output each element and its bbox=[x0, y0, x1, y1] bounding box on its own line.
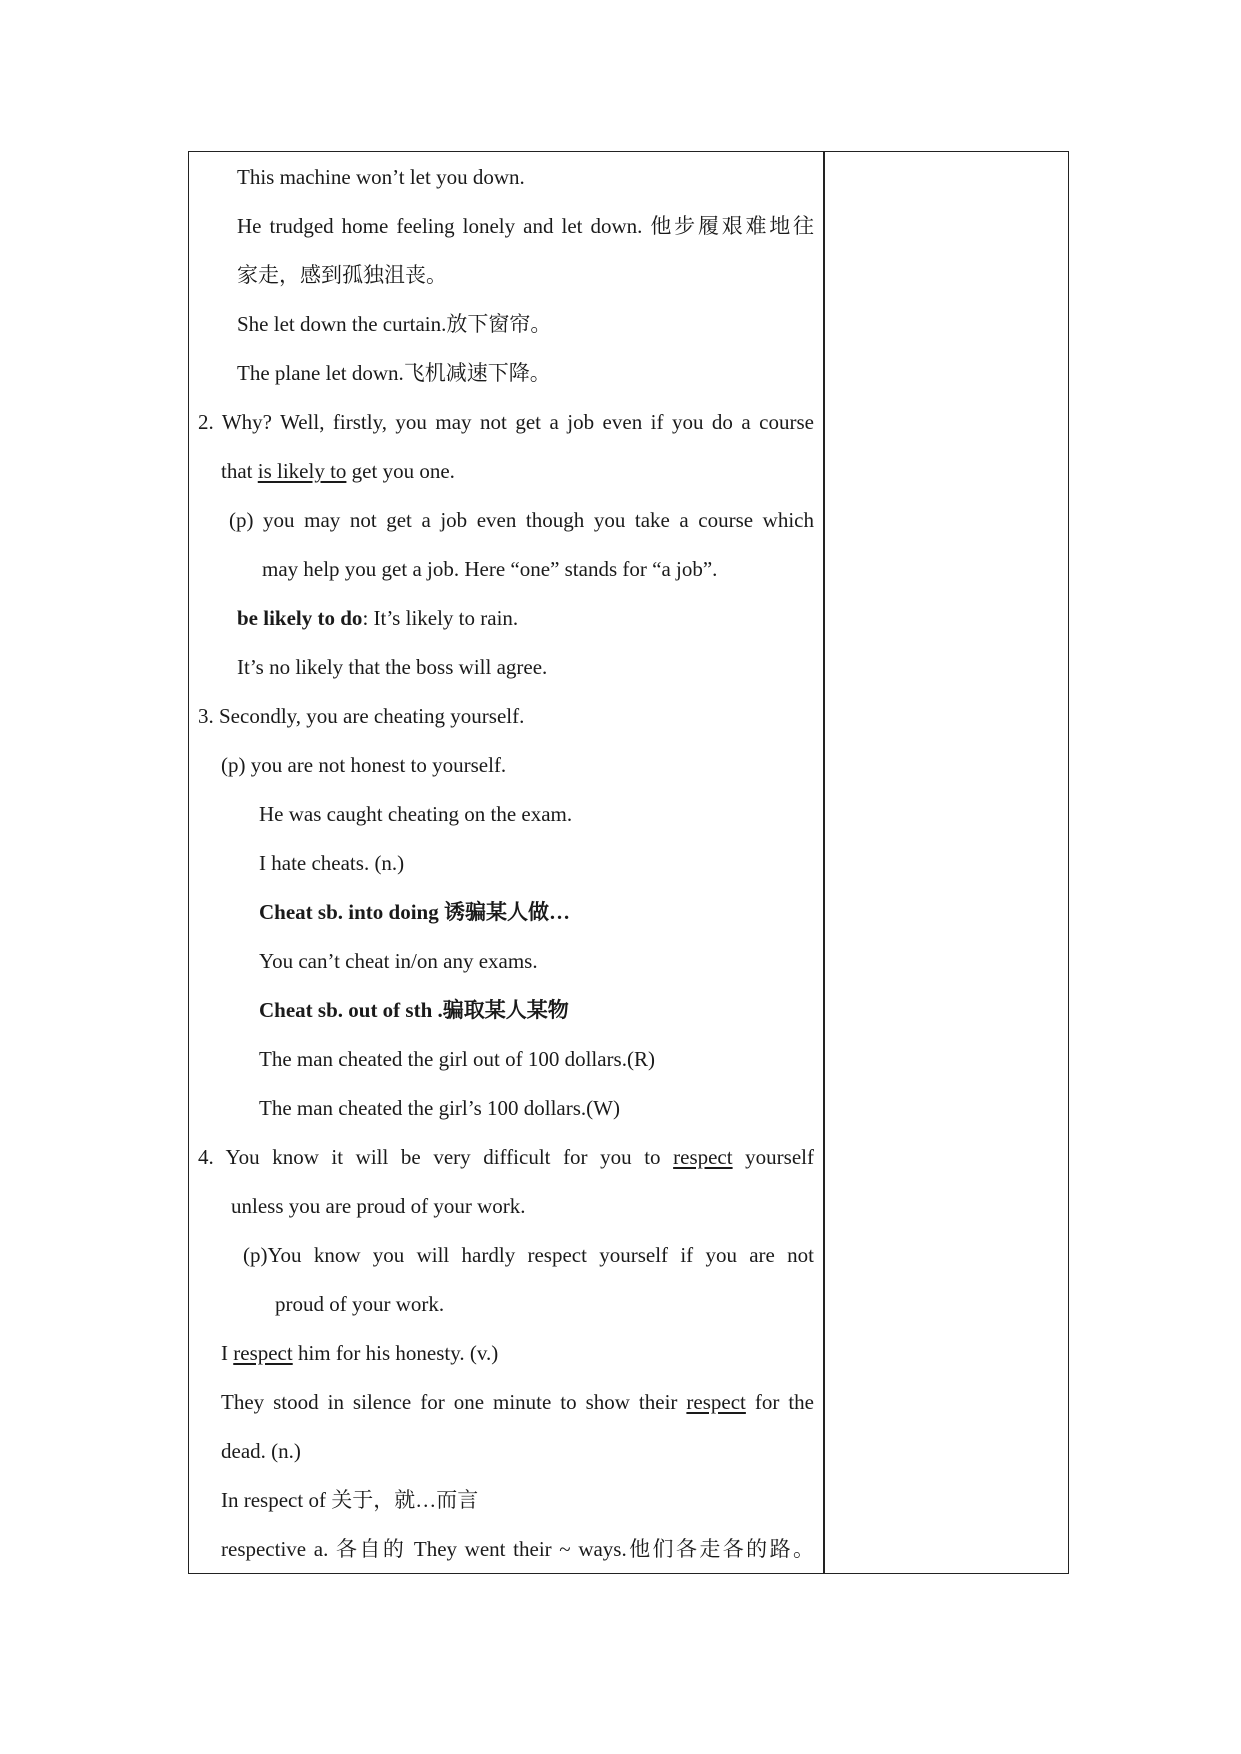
text-line: She let down the curtain.放下窗帘。 bbox=[237, 312, 552, 336]
underlined-word: respect bbox=[673, 1145, 733, 1169]
underlined-phrase: is likely to bbox=[257, 459, 347, 483]
notes-column-cell bbox=[825, 152, 1068, 1573]
paraphrase-line: (p)You know you will hardly respect yourself if you are not bbox=[243, 1243, 814, 1267]
numbered-item-2: 2. Why? Well, firstly, you may not get a job even if you do a course bbox=[198, 410, 814, 434]
underlined-word: respect bbox=[233, 1341, 293, 1365]
text-line: He trudged home feeling lonely and let down. 他步履艰难地往 bbox=[237, 214, 814, 238]
bold-phrase-line: Cheat sb. into doing 诱骗某人做… bbox=[259, 900, 570, 924]
text-line: He was caught cheating on the exam. bbox=[259, 802, 573, 826]
text-line: 家走，感到孤独沮丧。 bbox=[237, 263, 447, 287]
text-line: The man cheated the girl out of 100 dollars.(R) bbox=[259, 1047, 655, 1071]
underlined-word: respect bbox=[686, 1390, 746, 1414]
numbered-item-4: 4. You know it will be very difficult for you to respect yourself bbox=[198, 1145, 814, 1169]
text-line: dead. (n.) bbox=[221, 1439, 301, 1463]
text-line: may help you get a job. Here “one” stands for “a job”. bbox=[262, 557, 718, 581]
paraphrase-line: (p) you may not get a job even though you take a course which bbox=[229, 508, 814, 532]
text-line: The man cheated the girl’s 100 dollars.(W) bbox=[259, 1096, 620, 1120]
numbered-item-3: 3. Secondly, you are cheating yourself. bbox=[198, 704, 525, 728]
text-line: that is likely to get you one. bbox=[221, 459, 455, 483]
text-line: I hate cheats. (n.) bbox=[259, 851, 405, 875]
paraphrase-line: (p) you are not honest to yourself. bbox=[221, 753, 507, 777]
text-line: be likely to do: It’s likely to rain. bbox=[237, 606, 519, 630]
text-line: It’s no likely that the boss will agree. bbox=[237, 655, 548, 679]
text-line: respective a. 各自的 They went their ~ ways.他们各走各的路。 bbox=[221, 1537, 814, 1561]
text-line: I respect him for his honesty. (v.) bbox=[221, 1341, 499, 1365]
text-line: They stood in silence for one minute to show their respect for the bbox=[221, 1390, 814, 1414]
text-line: You can’t cheat in/on any exams. bbox=[259, 949, 538, 973]
bold-phrase: be likely to do bbox=[237, 606, 363, 630]
text-line: proud of your work. bbox=[275, 1292, 445, 1316]
text-line: In respect of 关于，就…而言 bbox=[221, 1488, 479, 1512]
text-line: This machine won’t let you down. bbox=[237, 165, 525, 189]
text-line: The plane let down.飞机减速下降。 bbox=[237, 361, 551, 385]
text-line: unless you are proud of your work. bbox=[231, 1194, 526, 1218]
bold-phrase-line: Cheat sb. out of sth .骗取某人某物 bbox=[259, 998, 569, 1022]
